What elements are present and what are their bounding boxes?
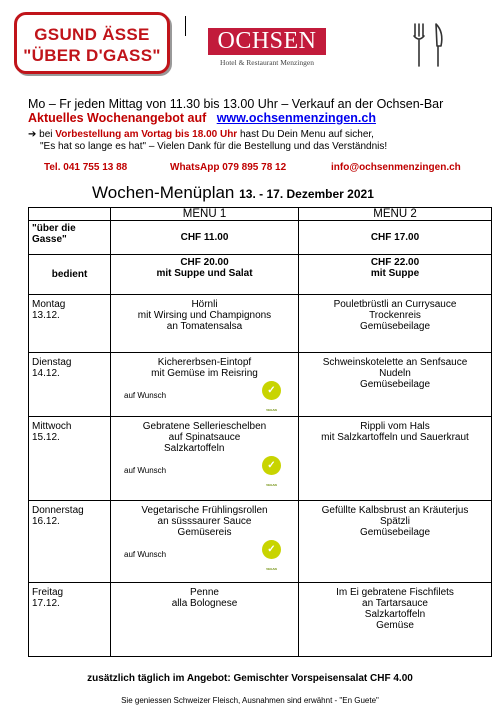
arrow-right-icon: ➔	[28, 129, 37, 140]
bedient-price-2: CHF 22.00	[370, 257, 420, 268]
vegan-badge-icon: ✓ VEGAN	[262, 540, 281, 559]
menu2-line: an Tartarsauce	[362, 598, 428, 609]
menu1-line: Salzkartoffeln	[164, 443, 225, 454]
day-name: Dienstag	[32, 357, 72, 368]
day-cell	[29, 583, 111, 657]
preorder-deadline: Vorbestellung am Vortag bis 18.00 Uhr	[55, 129, 238, 140]
logo-name: OCHSEN	[208, 28, 326, 55]
title-main: Wochen-Menüplan	[92, 183, 235, 202]
preorder-line	[28, 129, 374, 140]
table-row	[29, 353, 492, 417]
vegan-badge-text: VEGAN	[266, 567, 277, 571]
menu2-header: MENU 2	[299, 208, 492, 221]
menu2-line: Gemüsebeilage	[359, 321, 431, 332]
swiss-meat-note: Sie geniessen Schweizer Fleisch, Ausnahmen sind erwähnt - "En Guete"	[121, 696, 379, 705]
menu2-line: Schweinskotelette an Senfsauce	[322, 357, 468, 368]
day-date: 14.12.	[32, 368, 60, 379]
menu1-line: Hörnli	[191, 299, 218, 310]
weekly-offer-line	[28, 111, 376, 125]
day-date: 15.12.	[32, 432, 60, 443]
email[interactable]: info@ochsenmenzingen.ch	[331, 162, 461, 173]
vegan-badge-icon: ✓ VEGAN	[262, 456, 281, 475]
weekly-offer-label: Aktuelles Wochenangebot auf	[28, 111, 207, 125]
menu1-line: Gebratene Sellerieschelben	[142, 421, 267, 432]
vegan-row	[114, 381, 295, 412]
menu1-line: mit Gemüse im Reisring	[151, 368, 258, 379]
day-name: Freitag	[32, 587, 64, 598]
whatsapp[interactable]: WhatsApp 079 895 78 12	[170, 162, 287, 173]
menu2-line: Spätzli	[379, 516, 410, 527]
vegan-row	[114, 540, 295, 571]
menu2-line: Gemüse	[376, 620, 414, 631]
menu1-header: MENU 1	[111, 208, 299, 221]
menu1-line: Gemüsereis	[177, 527, 232, 538]
day-date: 16.12.	[32, 516, 60, 527]
day-name: Montag	[32, 299, 66, 310]
day-name: Donnerstag	[32, 505, 84, 516]
menu2-cell	[299, 417, 492, 501]
thanks-line: "Es hat so lange es hat" – Vielen Dank für die Bestellung und das Verständnis!	[40, 141, 388, 152]
menu1-cell	[111, 295, 299, 353]
menu1-line: Vegetarische Frühlingsrollen	[141, 505, 268, 516]
gasse-label: "über die Gasse"	[29, 221, 111, 255]
table-row	[29, 295, 492, 353]
on-request-note: auf Wunsch	[124, 550, 167, 559]
phone[interactable]: Tel. 041 755 13 88	[44, 162, 128, 173]
menu1-line: auf Spinatsauce	[168, 432, 241, 443]
day-date: 13.12.	[32, 310, 60, 321]
on-request-note: auf Wunsch	[124, 391, 167, 400]
on-request-note: auf Wunsch	[124, 466, 167, 475]
bedient-extra-2: mit Suppe	[370, 268, 420, 279]
bedient-cell-2	[299, 255, 492, 295]
menu1-line: an süsssaurer Sauce	[157, 516, 252, 527]
day-name: Mittwoch	[32, 421, 72, 432]
menu2-cell	[299, 583, 492, 657]
menu2-cell	[299, 501, 492, 583]
preorder-text-a: bei	[39, 129, 56, 140]
bedient-label: bedient	[29, 255, 111, 295]
bedient-price-1: CHF 20.00	[180, 257, 229, 268]
menu2-line: Salzkartoffeln	[364, 609, 426, 620]
menu1-line: Penne	[190, 587, 219, 598]
header-empty	[29, 208, 111, 221]
menu2-line: mit Salzkartoffeln und Sauerkraut	[321, 432, 469, 443]
table-row	[29, 417, 492, 501]
divider	[185, 16, 186, 36]
gasse-price-2: CHF 17.00	[299, 221, 492, 255]
stamp-line-2: "ÜBER D'GASS"	[23, 46, 161, 65]
bedient-extra-1: mit Suppe und Salat	[156, 268, 253, 279]
gasse-price-1: CHF 11.00	[111, 221, 299, 255]
logo-subtitle: Hotel & Restaurant Menzingen	[220, 58, 314, 67]
ochsen-logo	[208, 28, 326, 67]
table-row	[29, 583, 492, 657]
menu1-line: an Tomatensalsa	[166, 321, 243, 332]
menu2-cell	[299, 353, 492, 417]
table-header	[29, 208, 492, 221]
menu2-line: Gemüsebeilage	[359, 527, 431, 538]
menu1-cell	[111, 501, 299, 583]
title-dates: 13. - 17. Dezember 2021	[239, 187, 374, 201]
menu1-line: alla Bolognese	[171, 598, 238, 609]
menu1-line: Kichererbsen-Eintopf	[157, 357, 252, 368]
vegan-badge-icon: ✓ VEGAN	[262, 381, 281, 400]
menu2-line: Im Ei gebratene Fischfilets	[336, 587, 454, 598]
menu2-line: Gefüllte Kalbsbrust an Kräuterjus	[321, 505, 469, 516]
menu1-line: mit Wirsing und Champignons	[137, 310, 272, 321]
menu2-line: Trockenreis	[369, 310, 421, 321]
stamp-line-1: GSUND ÄSSE	[34, 25, 150, 44]
gsund-asse-stamp	[14, 12, 170, 74]
menu2-line: Gemüsebeilage	[359, 379, 431, 390]
day-cell	[29, 353, 111, 417]
day-cell	[29, 295, 111, 353]
table-row	[29, 501, 492, 583]
opening-hours: Mo – Fr jeden Mittag von 11.30 bis 13.00 Uhr – Verkauf an der Ochsen-Bar	[28, 97, 444, 111]
vegan-badge-text: VEGAN	[266, 408, 277, 412]
menu1-cell	[111, 583, 299, 657]
menu-plan-title	[92, 183, 374, 203]
menu-table	[28, 207, 492, 657]
day-cell	[29, 501, 111, 583]
menu2-line: Rippli vom Hals	[360, 421, 430, 432]
bedient-row	[29, 255, 492, 295]
day-cell	[29, 417, 111, 501]
gasse-row	[29, 221, 492, 255]
menu1-cell	[111, 417, 299, 501]
menu2-line: Pouletbrüstli an Currysauce	[333, 299, 457, 310]
website-link[interactable]: www.ochsenmenzingen.ch	[216, 111, 376, 125]
menu2-cell	[299, 295, 492, 353]
preorder-text-c: hast Du Dein Menu auf sicher,	[237, 129, 374, 140]
vegan-badge-text: VEGAN	[266, 483, 277, 487]
fork-knife-icon	[410, 22, 450, 70]
vegan-row	[114, 456, 295, 487]
bedient-cell-1	[111, 255, 299, 295]
menu1-cell	[111, 353, 299, 417]
daily-salad-offer: zusätzlich täglich im Angebot: Gemischter Vorspeisensalat CHF 4.00	[87, 673, 413, 684]
menu2-line: Nudeln	[379, 368, 411, 379]
day-date: 17.12.	[32, 598, 60, 609]
days-body	[29, 295, 492, 657]
